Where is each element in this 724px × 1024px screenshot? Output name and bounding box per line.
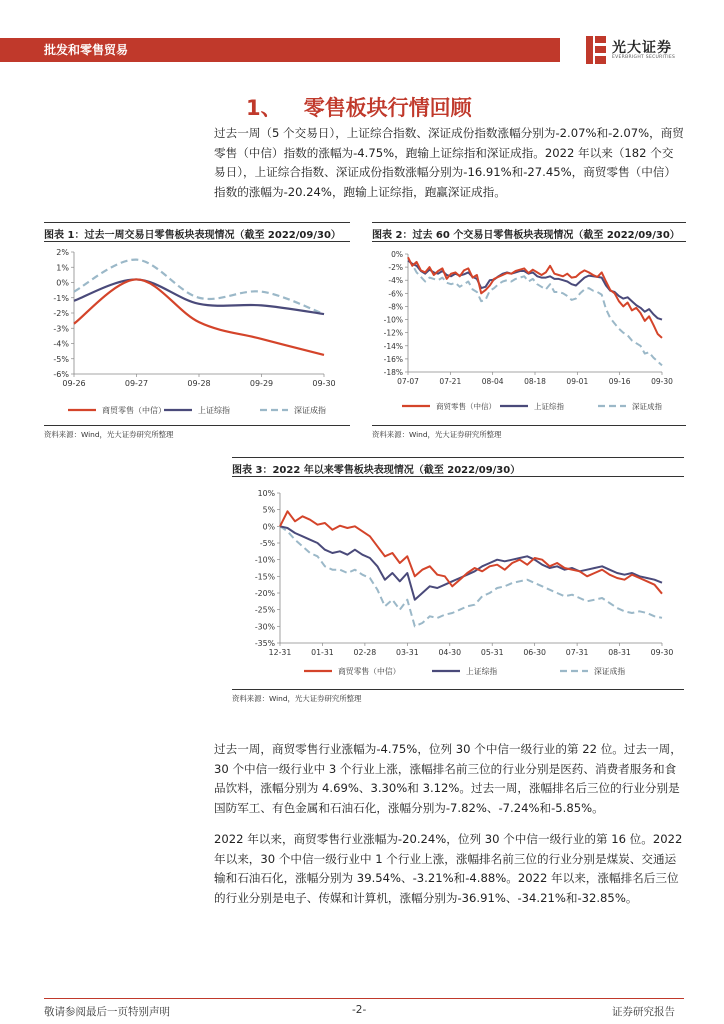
y-tick-label: -16% (383, 354, 403, 364)
x-tick-label: 07-31 (565, 648, 589, 657)
figure-1-title-text: 过去一周交易日零售板块表现情况（截至 2022/09/30） (84, 230, 341, 241)
x-tick-label: 09-26 (62, 379, 86, 388)
y-tick-label: -14% (383, 341, 403, 351)
y-tick-label: -5% (53, 354, 69, 364)
y-tick-label: -10% (383, 315, 403, 325)
figure-1-bottom-rule (44, 425, 350, 426)
y-tick-label: 0% (56, 278, 69, 288)
y-tick-label: -25% (254, 605, 275, 615)
series-line (74, 260, 324, 314)
series-line (74, 279, 324, 354)
y-tick-label: 2% (56, 248, 69, 257)
x-tick-label: 08-18 (524, 377, 546, 386)
figure-3-title-text: 2022 年以来零售板块表现情况（截至 2022/09/30） (272, 465, 521, 476)
figure-2-title (372, 226, 680, 241)
section-label: 批发和零售贸易 (44, 43, 129, 57)
figure-3-title (232, 461, 520, 476)
figure-3-bottom-rule (232, 689, 684, 690)
figure-3-mid-rule (232, 476, 684, 477)
figure-2-title-text: 过去 60 个交易日零售板块表现情况（截至 2022/09/30） (412, 230, 680, 241)
body-text-1: 过去一周，商贸零售行业涨幅为-4.75%，位列 30 个中信一级行业的第 22 位。过去一周，30 个中信一级行业中 3 个行业上涨，涨幅排名前三位的行业分别是医药、消费者服务和食品饮料，涨幅分别为 4.69%、3.30%和 3.12%。过去一周，涨幅排名后三位的行业分别是国防军工、有色金属和石油石化，涨幅分别为-7.82%、-7.24%和-5.85%。 (214, 742, 682, 815)
x-tick-label: 09-27 (124, 379, 149, 388)
series-line (280, 526, 662, 626)
figure-2-label: 图表 2： (372, 230, 413, 241)
x-tick-label: 09-30 (651, 377, 673, 386)
figure-1-label: 图表 1： (44, 230, 85, 241)
legend-label: 商贸零售（中信） (102, 406, 166, 415)
y-tick-label: 0% (391, 250, 403, 259)
y-tick-label: 1% (56, 263, 69, 273)
body-paragraph-2 (214, 830, 684, 908)
chart-3 (232, 479, 684, 687)
y-tick-label: -18% (383, 368, 403, 377)
y-tick-label: -12% (383, 328, 403, 338)
legend-label: 上证综指 (534, 402, 564, 411)
y-tick-label: -5% (259, 539, 275, 548)
y-tick-label: -2% (53, 309, 69, 318)
legend-label: 深证成指 (594, 667, 626, 676)
x-tick-label: 05-31 (480, 648, 504, 657)
y-tick-label: -6% (388, 289, 403, 299)
figure-1-source: 资料来源：Wind，光大证券研究所整理 (44, 430, 174, 439)
figure-3-top-rule (232, 457, 684, 458)
section-title: 零售板块行情回顾 (303, 96, 472, 120)
x-tick-label: 01-31 (311, 648, 334, 657)
y-tick-label: -6% (53, 370, 69, 379)
figure-1-mid-rule (44, 241, 350, 242)
logo-subtext: EVERBRIGHT SECURITIES (612, 55, 676, 60)
brand-logo (586, 36, 696, 66)
legend-label: 商贸零售（中信） (436, 402, 496, 411)
x-tick-label: 08-31 (608, 648, 631, 657)
logo-text: 光大证券 (612, 40, 672, 56)
legend-label: 上证综指 (466, 667, 498, 676)
body-text-2: 2022 年以来，商贸零售行业涨幅为-20.24%，位列 30 个中信一级行业的第 16 位。2022 年以来，30 个中信一级行业中 1 个行业上涨，涨幅排名前三位的行业分别是煤炭、交通运输和石油石化，涨幅分别为 39.54%、-3.21%和-4.88%。2022 年以来，涨幅排名后三位的行业分别是电子、传媒和计算机，涨幅分别为-36.91%、-34.21%和-32.85%。 (214, 832, 683, 905)
intro-text: 过去一周（5 个交易日），上证综合指数、深证成份指数涨幅分别为-2.07%和-2.07%，商贸零售（中信）指数的涨幅为-4.75%，跑输上证综指和深证成指。2022 年以来（182 个交易日），上证综合指数、深证成份指数涨幅分别为-16.91%和-27.45%，商贸零售（中信）指数的涨幅为-20.24%，跑输上证综指，跑赢深证成指。 (214, 126, 684, 199)
x-tick-label: 07-21 (439, 377, 462, 386)
y-tick-label: -2% (388, 263, 403, 273)
legend-label: 商贸零售（中信） (338, 667, 401, 676)
x-tick-label: 02-28 (353, 648, 377, 657)
figure-2-mid-rule (372, 241, 686, 242)
chart-1 (44, 244, 350, 424)
section-number: 1、 (246, 96, 282, 120)
x-tick-label: 03-31 (396, 648, 419, 657)
figure-1-title (44, 226, 341, 241)
x-tick-label: 06-30 (523, 648, 546, 657)
section-heading (246, 92, 472, 122)
y-tick-label: -15% (254, 572, 275, 582)
figure-2-top-rule (372, 222, 686, 223)
y-tick-label: 10% (257, 489, 275, 498)
footer-report-type: 证券研究报告 (612, 1006, 675, 1018)
x-tick-label: 09-01 (566, 377, 589, 386)
y-tick-label: -3% (53, 324, 69, 334)
y-tick-label: -35% (254, 639, 275, 648)
x-tick-label: 09-30 (312, 379, 336, 388)
x-tick-label: 09-16 (608, 377, 631, 386)
legend-label: 上证综指 (198, 406, 230, 415)
y-tick-label: -30% (254, 622, 275, 632)
y-tick-label: -4% (388, 276, 403, 286)
figure-1-top-rule (44, 222, 350, 223)
y-tick-label: -10% (254, 555, 275, 565)
footer-rule (44, 998, 684, 999)
x-tick-label: 09-30 (650, 648, 674, 657)
y-tick-label: -8% (388, 302, 403, 312)
y-tick-label: -4% (53, 339, 69, 349)
series-line (408, 261, 662, 320)
figure-3-label: 图表 3： (232, 465, 273, 476)
y-tick-label: -1% (53, 293, 69, 303)
section-header-bar (0, 38, 560, 62)
figure-2-source: 资料来源：Wind，光大证券研究所整理 (372, 430, 502, 439)
footer-disclaimer: 敬请参阅最后一页特别声明 (44, 1006, 170, 1018)
legend-label: 深证成指 (632, 402, 662, 411)
x-tick-label: 04-30 (438, 648, 462, 657)
y-tick-label: 0% (262, 522, 275, 532)
x-tick-label: 09-29 (249, 379, 274, 388)
legend-label: 深证成指 (294, 406, 326, 415)
x-tick-label: 08-04 (481, 377, 504, 386)
figure-2-bottom-rule (372, 425, 686, 426)
figure-3-source: 资料来源：Wind，光大证券研究所整理 (232, 694, 362, 703)
body-paragraph-1 (214, 740, 684, 818)
y-tick-label: -20% (254, 589, 275, 598)
series-line (280, 526, 662, 599)
intro-paragraph (214, 124, 684, 202)
x-tick-label: 07-07 (397, 377, 419, 386)
chart-2 (372, 244, 686, 424)
x-tick-label: 12-31 (268, 648, 292, 657)
page-number: -2- (352, 1004, 367, 1016)
logo-mark-icon (586, 36, 606, 64)
y-tick-label: 5% (262, 505, 275, 515)
x-tick-label: 09-28 (187, 379, 211, 388)
